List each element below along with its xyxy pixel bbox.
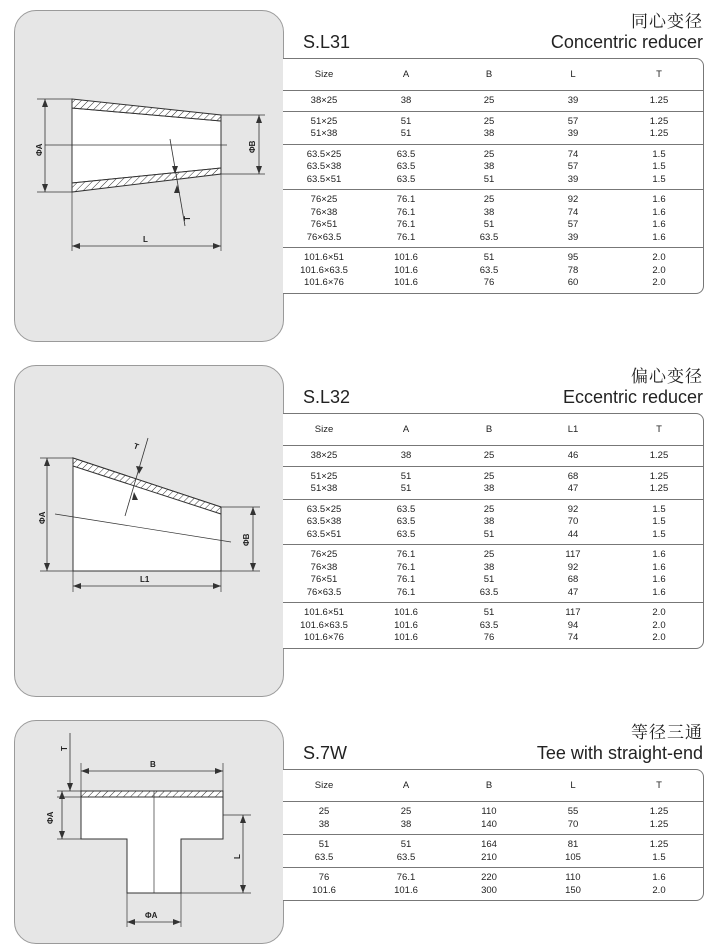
table-cell: 117 — [565, 607, 581, 618]
dim-b-label: B — [150, 760, 156, 769]
column-header: A — [402, 780, 410, 791]
table-cell: 25 — [483, 115, 495, 127]
table-row — [283, 450, 703, 463]
dim-a-label: ΦA — [46, 811, 55, 824]
table-row — [283, 852, 703, 865]
tee-en-title: Tee with straight-end — [536, 743, 703, 763]
table-cell: 63.5 — [396, 528, 416, 540]
table-cell: 63.5×38 — [306, 161, 342, 172]
row-group — [283, 802, 703, 835]
table-cell: 63.5×38 — [306, 516, 342, 527]
table-cell: 38×25 — [310, 450, 338, 461]
concentric-reducer-drawing-panel — [14, 10, 284, 342]
table-row — [283, 161, 703, 174]
table-cell: 51 — [400, 483, 412, 494]
column-header: T — [656, 780, 662, 791]
table-cell: 1.6 — [652, 231, 666, 243]
table-row — [283, 549, 703, 562]
table-cell: 25 — [483, 549, 495, 560]
table-row — [283, 277, 703, 290]
table-cell: 1.6 — [652, 586, 666, 598]
table-cell: 76.1 — [396, 574, 416, 585]
table-row — [283, 516, 703, 529]
table-header — [283, 414, 703, 446]
table-row — [283, 587, 703, 600]
table-cell: 57 — [567, 219, 579, 230]
table-cell: 95 — [567, 252, 579, 263]
table-cell: 51×25 — [310, 115, 338, 127]
row-group — [283, 835, 703, 868]
dim-b-label: ΦB — [248, 140, 257, 153]
table-cell: 38 — [483, 561, 495, 573]
table-cell: 63.5 — [314, 851, 334, 863]
table-cell: 76 — [483, 632, 495, 643]
row-group — [283, 446, 703, 467]
table-cell: 51 — [483, 252, 495, 263]
table-cell: 101.6 — [394, 277, 418, 288]
table-cell: 76.1 — [396, 194, 416, 205]
table-cell: 51×25 — [310, 470, 338, 482]
table-cell: 39 — [567, 231, 579, 243]
dim-l-label: L — [233, 854, 242, 859]
table-cell: 76×63.5 — [306, 231, 342, 243]
table-cell: 57 — [567, 161, 579, 172]
table-cell: 38×25 — [310, 95, 338, 106]
table-cell: 63.5 — [396, 173, 416, 185]
eccentric-reducer-drawing — [15, 366, 283, 696]
table-cell: 76×25 — [310, 549, 338, 560]
table-cell: 1.25 — [649, 470, 669, 482]
column-header: A — [402, 424, 410, 435]
dim-t-label: T — [183, 216, 192, 221]
table-cell: 1.5 — [652, 173, 666, 185]
dim-a-label: ΦA — [38, 511, 47, 524]
table-cell: 1.6 — [652, 219, 666, 230]
table-row — [283, 885, 703, 898]
row-group — [283, 112, 703, 145]
table-cell: 1.5 — [652, 161, 666, 172]
table-cell: 39 — [567, 173, 579, 185]
table-row — [283, 839, 703, 852]
table-cell: 92 — [567, 503, 579, 515]
table-cell: 1.25 — [649, 95, 669, 106]
tee-drawing-panel — [14, 720, 284, 944]
table-cell: 220 — [481, 872, 497, 883]
table-cell: 1.5 — [652, 851, 666, 863]
concentric-reducer-drawing — [15, 11, 283, 341]
table-cell: 63.5 — [479, 231, 499, 243]
row-group — [283, 500, 703, 546]
table-cell: 38 — [400, 450, 412, 461]
table-cell: 46 — [567, 450, 579, 461]
table-cell: 39 — [567, 128, 579, 139]
table-row — [283, 806, 703, 819]
table-cell: 38 — [483, 516, 495, 527]
table-row — [283, 632, 703, 645]
column-header: L1 — [567, 424, 579, 435]
table-cell: 1.25 — [649, 450, 669, 461]
table-cell: 164 — [481, 839, 497, 850]
table-cell: 63.5×25 — [306, 148, 342, 160]
table-cell: 1.5 — [652, 503, 666, 515]
tee-cn-title: 等径三通 — [631, 723, 703, 742]
table-row — [283, 872, 703, 885]
table-cell: 25 — [318, 806, 330, 817]
table-cell: 51 — [400, 839, 412, 850]
table-row — [283, 95, 703, 108]
table-cell: 101.6 — [312, 884, 336, 896]
table-cell: 63.5 — [396, 161, 416, 172]
table-cell: 76.1 — [396, 586, 416, 598]
table-cell: 25 — [483, 503, 495, 515]
table-row — [283, 265, 703, 278]
row-group — [283, 145, 703, 191]
dim-l-label: L — [143, 235, 148, 244]
table-cell: 105 — [565, 851, 581, 863]
table-cell: 110 — [481, 806, 497, 817]
row-group — [283, 603, 703, 648]
dim-a-bottom-label: ΦA — [145, 911, 158, 920]
table-row — [283, 116, 703, 129]
table-cell: 1.25 — [649, 483, 669, 494]
tee-table — [283, 769, 704, 901]
table-cell: 1.5 — [652, 528, 666, 540]
table-row — [283, 504, 703, 517]
table-cell: 76.1 — [396, 549, 416, 560]
column-header: L — [570, 69, 576, 80]
table-cell: 2.0 — [652, 252, 666, 263]
dim-l1-label: L1 — [140, 575, 150, 584]
table-cell: 60 — [567, 277, 579, 288]
table-cell: 1.6 — [652, 872, 666, 883]
column-header: T — [656, 69, 662, 80]
table-header — [283, 770, 703, 802]
column-header: Size — [314, 424, 334, 435]
column-header: Size — [314, 780, 334, 791]
table-cell: 51 — [483, 219, 495, 230]
table-cell: 63.5×25 — [306, 503, 342, 515]
column-header: B — [485, 69, 493, 80]
table-cell: 76.1 — [396, 219, 416, 230]
table-cell: 1.6 — [652, 574, 666, 585]
table-cell: 51 — [483, 607, 495, 618]
table-cell: 44 — [567, 528, 579, 540]
tee-code: S.7W — [303, 743, 348, 763]
table-cell: 92 — [567, 561, 579, 573]
table-cell: 110 — [565, 872, 581, 883]
table-cell: 76×51 — [310, 219, 338, 230]
table-cell: 76×51 — [310, 574, 338, 585]
table-row — [283, 471, 703, 484]
dim-a-label: ΦA — [35, 143, 44, 156]
table-cell: 1.6 — [652, 561, 666, 573]
table-cell: 94 — [567, 619, 579, 631]
table-cell: 51×38 — [310, 128, 338, 139]
table-row — [283, 207, 703, 220]
dim-t-label: T — [132, 441, 140, 452]
dim-t-label: T — [60, 746, 69, 751]
table-row — [283, 819, 703, 832]
table-cell: 76×63.5 — [306, 586, 342, 598]
row-group — [283, 91, 703, 112]
concentric-reducer-table — [283, 58, 704, 294]
table-cell: 51 — [483, 574, 495, 585]
table-cell: 1.6 — [652, 194, 666, 205]
eccentric-reducer-code: S.L32 — [303, 387, 351, 407]
table-cell: 51 — [483, 173, 495, 185]
table-cell: 92 — [567, 194, 579, 205]
table-cell: 76.1 — [396, 872, 416, 883]
table-cell: 68 — [567, 470, 579, 482]
table-cell: 76.1 — [396, 206, 416, 218]
table-cell: 38 — [483, 483, 495, 494]
table-cell: 25 — [400, 806, 412, 817]
row-group — [283, 248, 703, 293]
column-header: Size — [314, 69, 334, 80]
table-cell: 2.0 — [652, 884, 666, 896]
table-cell: 300 — [481, 884, 497, 896]
table-cell: 76 — [318, 872, 330, 883]
table-row — [283, 219, 703, 232]
table-cell: 38 — [400, 818, 412, 830]
table-cell: 25 — [483, 450, 495, 461]
table-cell: 101.6 — [394, 884, 418, 896]
table-cell: 101.6 — [394, 252, 418, 263]
table-cell: 1.5 — [652, 516, 666, 527]
table-cell: 63.5×51 — [306, 173, 342, 185]
table-cell: 76.1 — [396, 561, 416, 573]
tee-drawing — [15, 721, 283, 943]
table-row — [283, 562, 703, 575]
table-cell: 55 — [567, 806, 579, 817]
table-cell: 140 — [481, 818, 497, 830]
eccentric-reducer-en-title: Eccentric reducer — [562, 387, 703, 407]
table-header — [283, 59, 703, 91]
table-cell: 63.5 — [396, 148, 416, 160]
table-cell: 74 — [567, 632, 579, 643]
concentric-reducer-cn-title: 同心变径 — [631, 12, 703, 31]
table-cell: 38 — [483, 128, 495, 139]
table-cell: 51 — [400, 128, 412, 139]
table-cell: 2.0 — [652, 619, 666, 631]
table-cell: 57 — [567, 115, 579, 127]
table-row — [283, 232, 703, 245]
table-row — [283, 194, 703, 207]
table-row — [283, 574, 703, 587]
eccentric-reducer-drawing-panel — [14, 365, 284, 697]
table-row — [283, 174, 703, 187]
table-cell: 1.25 — [649, 839, 669, 850]
table-cell: 76.1 — [396, 231, 416, 243]
table-row — [283, 620, 703, 633]
row-group — [283, 545, 703, 603]
table-cell: 74 — [567, 148, 579, 160]
table-cell: 25 — [483, 470, 495, 482]
column-header: B — [485, 780, 493, 791]
table-cell: 25 — [483, 95, 495, 106]
table-cell: 2.0 — [652, 607, 666, 618]
table-cell: 1.6 — [652, 206, 666, 218]
table-cell: 1.25 — [649, 128, 669, 139]
concentric-reducer-code: S.L31 — [303, 32, 351, 52]
table-cell: 2.0 — [652, 277, 666, 288]
table-cell: 38 — [483, 161, 495, 172]
column-header: B — [485, 424, 493, 435]
row-group — [283, 868, 703, 900]
table-row — [283, 483, 703, 496]
table-cell: 2.0 — [652, 264, 666, 276]
table-cell: 81 — [567, 839, 579, 850]
table-cell: 76 — [483, 277, 495, 288]
table-cell: 38 — [318, 818, 330, 830]
table-cell: 63.5 — [396, 516, 416, 527]
table-cell: 76×38 — [310, 561, 338, 573]
table-cell: 101.6 — [394, 619, 418, 631]
table-cell: 101.6 — [394, 607, 418, 618]
column-header: L — [570, 780, 576, 791]
table-cell: 39 — [567, 95, 579, 106]
table-cell: 63.5 — [396, 503, 416, 515]
table-row — [283, 149, 703, 162]
table-cell: 76×38 — [310, 206, 338, 218]
table-cell: 101.6×63.5 — [300, 264, 348, 276]
row-group — [283, 190, 703, 248]
table-cell: 63.5 — [479, 619, 499, 631]
table-cell: 101.6 — [394, 264, 418, 276]
table-cell: 150 — [565, 884, 581, 896]
table-cell: 117 — [565, 549, 581, 560]
table-cell: 63.5×51 — [306, 528, 342, 540]
row-group — [283, 467, 703, 500]
table-cell: 68 — [567, 574, 579, 585]
table-cell: 63.5 — [479, 264, 499, 276]
table-cell: 101.6×51 — [304, 252, 344, 263]
table-cell: 74 — [567, 206, 579, 218]
column-header: A — [402, 69, 410, 80]
table-cell: 51 — [400, 470, 412, 482]
table-cell: 210 — [481, 851, 497, 863]
column-header: T — [656, 424, 662, 435]
table-cell: 63.5 — [479, 586, 499, 598]
table-cell: 1.25 — [649, 806, 669, 817]
table-cell: 101.6×51 — [304, 607, 344, 618]
table-cell: 78 — [567, 264, 579, 276]
table-row — [283, 252, 703, 265]
concentric-reducer-en-title: Concentric reducer — [550, 32, 703, 52]
table-cell: 76×25 — [310, 194, 338, 205]
table-cell: 101.6×76 — [304, 632, 344, 643]
table-cell: 38 — [400, 95, 412, 106]
table-cell: 1.25 — [649, 115, 669, 127]
table-cell: 63.5 — [396, 851, 416, 863]
table-cell: 47 — [567, 586, 579, 598]
table-cell: 70 — [567, 516, 579, 527]
table-cell: 1.25 — [649, 818, 669, 830]
table-cell: 101.6 — [394, 632, 418, 643]
table-cell: 25 — [483, 148, 495, 160]
dim-b-label: ΦB — [242, 533, 251, 546]
table-cell: 1.5 — [652, 148, 666, 160]
table-cell: 25 — [483, 194, 495, 205]
table-cell: 101.6×63.5 — [300, 619, 348, 631]
eccentric-reducer-table — [283, 413, 704, 649]
table-cell: 51 — [483, 528, 495, 540]
table-cell: 51 — [400, 115, 412, 127]
table-cell: 2.0 — [652, 632, 666, 643]
table-row — [283, 607, 703, 620]
table-cell: 1.6 — [652, 549, 666, 560]
table-cell: 101.6×76 — [304, 277, 344, 288]
eccentric-reducer-cn-title: 偏心变径 — [631, 367, 703, 386]
table-cell: 70 — [567, 818, 579, 830]
table-cell: 51 — [318, 839, 330, 850]
table-cell: 38 — [483, 206, 495, 218]
table-row — [283, 529, 703, 542]
table-cell: 47 — [567, 483, 579, 494]
table-cell: 51×38 — [310, 483, 338, 494]
table-row — [283, 128, 703, 141]
